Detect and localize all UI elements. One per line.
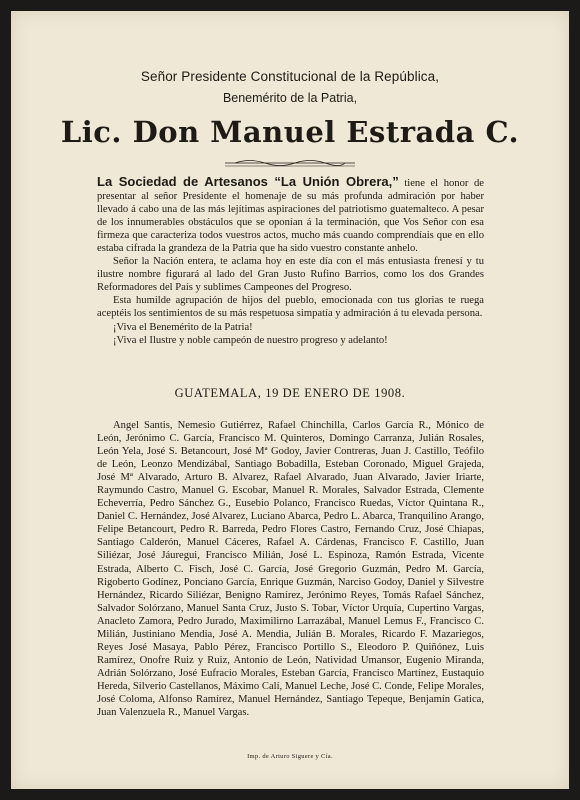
addressee-line: Señor Presidente Constitucional de la República, <box>140 69 440 84</box>
ornamental-rule <box>225 157 355 169</box>
honorific-line: Benemérito de la Patria, <box>222 91 358 105</box>
printer-imprint: Imp. de Arturo Siguere y Cía. <box>247 753 333 760</box>
letter-body <box>97 175 484 347</box>
society-name: La Sociedad de Artesanos “La Unión Obrera,” <box>97 174 399 189</box>
paragraph-1 <box>97 175 484 255</box>
paragraph-3: Esta humilde agrupación de hijos del pueblo, emocionada con tus glorias te ruega aceptéis los sentimientos de su más respetuosa simpatía y admiración á tu elevada persona. <box>97 295 484 320</box>
acclamation-2: ¡Viva el Ilustre y noble campeón de nuestro progreso y adelanto! <box>113 334 388 346</box>
paragraph-1-text: tiene el honor de presentar al señor Presidente el homenaje de su más profunda admiración por haber llevado á cabo una de las más lejítimas aspiraciones del patriotismo guatemalteco. A pesar de los innumerables obstáculos que se oponían á la terminación, que Vos Señor con esa firmeza que caracteriza todos vuestros actos, mucho más cuando comprendíais que en ello estaba cifrada la grandeza de la Patria que ha sido vuestro constante anhelo. <box>97 178 485 255</box>
acclamation-1: ¡Viva el Benemérito de la Patria! <box>113 321 253 333</box>
paragraph-2: Señor la Nación entera, te aclama hoy en este día con el más entusiasta frenesí y tu ilustre nombre figurará al lado del Gran Justo Rufino Barrios, como los dos Grandes Reformadores del País y sublimes Campeones del Progreso. <box>97 256 484 294</box>
signatories-list: Angel Santis, Nemesio Gutiérrez, Rafael Chinchilla, Carlos García R., Mónico de León, Jerónimo C. García, Francisco M. Quinteros, Domingo Carranza, Julián Rosales, León Yela, José S. Betancourt, José Mª Godoy, Javier Contreras, Juan J. Castillo, Teófilo de León, Leonzo Mendizábal, Santiago Bobadilla, Esteban Coronado, Miguel Grajeda, José Mª Alvarado, Arturo B. Alvarez, Rafael Alvarado, Juan Alvarado, Javier Iriarte, Raymundo Castro, Manuel G. Escobar, Manuel R. Morales, Salvador Estrada, Clemente Echeverría, Pedro Sánchez G., Eusebio Polanco, Francisco Ruedas, Víctor Quintana R., Daniel C. Hernández, José Alvarez, Luciano Abarca, Pedro L. Abarca, Tranquilino Arango, Felipe Betancourt, Pedro R. Barreda, Pedro Flores Castro, Fernando Cruz, José Chiapas, Santiago Calderón, Manuel Cáceres, Rafael A. Cárdenas, Francisco F. Castillo, Juan Siliézar, José Jáuregui, Francisco Milián, José L. Espinoza, Ramón Estrada, Vicente Estrada, Alberto C. Fisch, José C. García, José Gregorio Guzmán, Pedro M. García, Rigoberto Godínez, Ponciano García, Enrique Guzmán, Narciso Godoy, Daniel y Silvestre Hernández, Ricardo Siliézar, Benigno Ramírez, Jerónimo Reyes, Tomás Rafael Sánchez, Salvador Solórzano, Manuel Santa Cruz, Justo S. Tobar, Víctor Urquía, Cupertino Vargas, Anacleto Zamora, Pedro Jurado, Maximilirno Larrazábal, Manuel Lemus F., Francisco C. Milián, Justiniano Mendia, José A. Mendia, Julián B. Morales, Ricardo F. Mazariegos, Reyes José Masaya, Pablo Pérez, Francisco Portillo S., Eleodoro P. Quiñónez, Luis Ramírez, Onofre Ruiz y Ruiz, Antonio de León, Natividad Umansor, Eugenio Miranda, Adrián Solórzano, José Eufracio Morales, Esteban García, Francisco Martínez, Eustaquio Hereda, Silverio Castellanos, Máximo Calí, Manuel Leche, José C. Conde, Felipe Morales, José Coloma, Alfonso Ramírez, Manuel Hernández, Santiago Tepeque, Benjamín Gatica, Juan Valenzuela R., Manuel Vargas. <box>97 420 484 719</box>
document-page <box>11 11 569 789</box>
dateline: GUATEMALA, 19 DE ENERO DE 1908. <box>174 386 406 400</box>
president-name-heading: Lic. Don Manuel Estrada C. <box>60 115 520 149</box>
